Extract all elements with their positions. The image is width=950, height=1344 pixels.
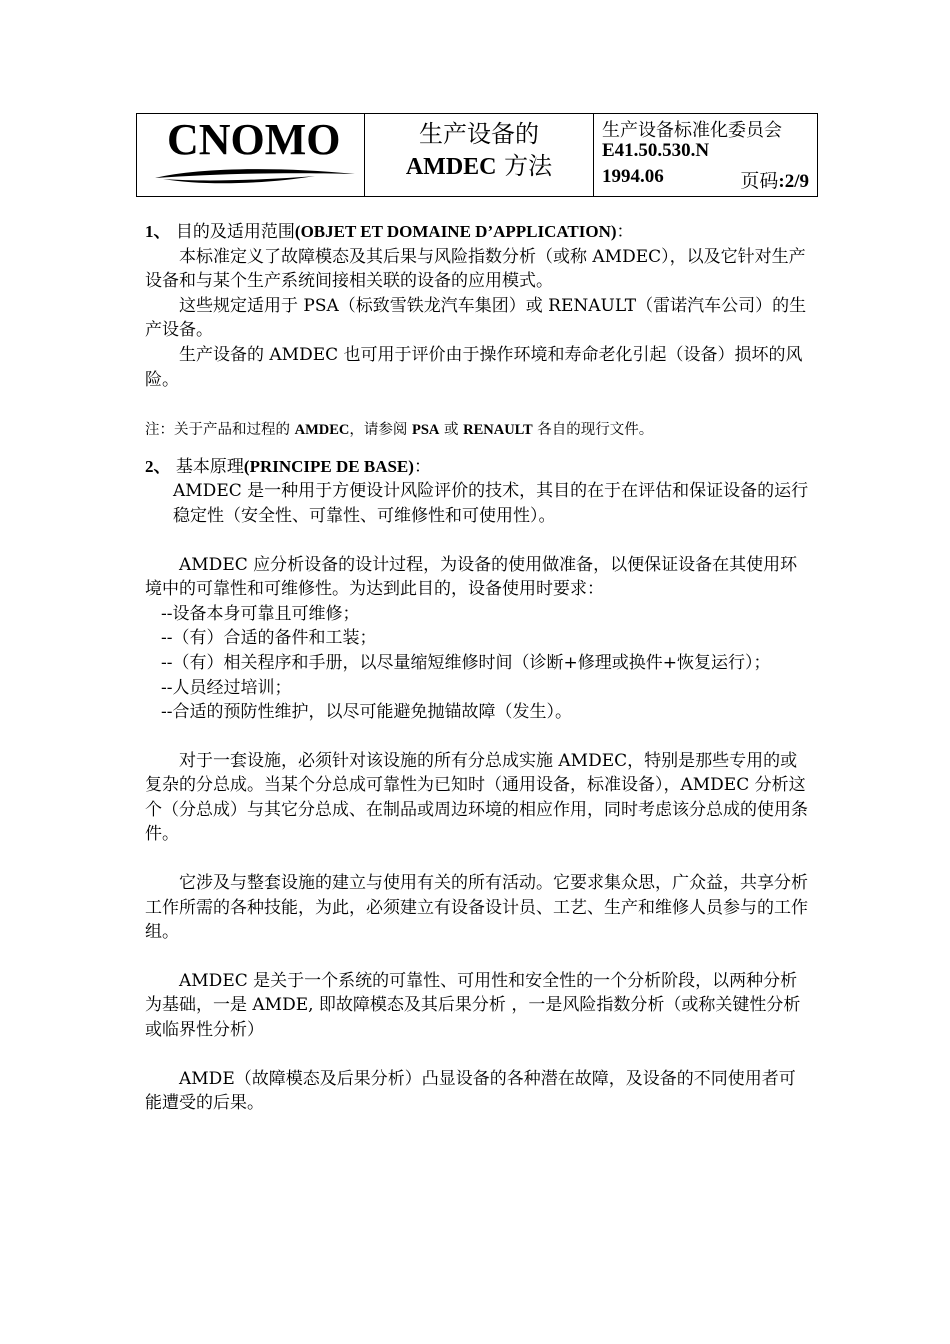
logo-swoosh-icon <box>155 164 355 186</box>
doc-title-line1: 生产设备的 <box>419 120 539 148</box>
section2-heading: 2、 基本原理(PRINCIPE DE BASE)： <box>145 456 431 477</box>
list-item: --（有）合适的备件和工装； <box>161 628 377 649</box>
doc-date: 1994.06 <box>602 166 664 187</box>
cnomo-logo-text: CNOMO <box>167 115 341 164</box>
committee-name: 生产设备标准化委员会 <box>602 120 782 141</box>
list-item: --（有）相关程序和手册，以尽量缩短维修时间（诊断+修理或换件+恢复运行）； <box>161 652 771 673</box>
list-item: --合适的预防性维护，以尽可能避免抛锚故障（发生）。 <box>161 702 572 723</box>
section1-heading: 1、 目的及适用范围(OBJET ET DOMAINE D’APPLICATION)： <box>145 222 634 242</box>
section1-note: 注：关于产品和过程的 AMDEC，请参阅 PSA 或 RENAULT 各自的现行文件。 <box>145 422 654 439</box>
section1-paragraph-3: 生产设备的 AMDEC 也可用于评价由于操作环境和寿命老化引起（设备）损坏的风险。 <box>145 344 803 390</box>
list-item: --设备本身可靠且可维修； <box>161 603 360 624</box>
section2-paragraph-1: AMDEC 是一种用于方便设计风险评价的技术，其目的在于在评估和保证设备的运行稳定性（安全性、可靠性、可维修性和可使用性）。 <box>173 481 809 526</box>
list-item: --人员经过培训； <box>161 677 292 698</box>
doc-number: E41.50.530.N <box>602 140 710 161</box>
info-cell <box>594 114 817 196</box>
doc-title-line2: AMDEC 方法 <box>405 152 553 180</box>
section2-paragraph-4: 它涉及与整套设施的建立与使用有关的所有活动。它要求集众思，广众益，共享分析工作所需的各种技能，为此，必须建立有设备设计员、工艺、生产和维修人员参与的工作组。 <box>145 873 808 943</box>
section2-paragraph-5: AMDEC 是关于一个系统的可靠性、可用性和安全性的一个分析阶段，以两种分析为基础，一是 AMDE, 即故障模态及其后果分析 ，一是风险指数分析（或称关键性分析或临界性分析） <box>145 970 801 1041</box>
section2-paragraph-2: AMDEC 应分析设备的设计过程，为设备的使用做准备，以便保证设备在其使用环境中的可靠性和可维修性。为达到此目的，设备使用时要求： <box>145 554 798 600</box>
page-number: 页码:2/9 <box>740 170 809 192</box>
title-cell <box>365 114 594 196</box>
section2-paragraph-6: AMDE（故障模态及后果分析）凸显设备的各种潜在故障，及设备的不同使用者可能遭受的后果。 <box>145 1068 796 1114</box>
section1-paragraph-1: 本标准定义了故障模态及其后果与风险指数分析（或称 AMDEC），以及它针对生产设备和与某个生产系统间接相关联的设备的应用模式。 <box>145 246 806 292</box>
section2-paragraph-3: 对于一套设施，必须针对该设施的所有分总成实施 AMDEC，特别是那些专用的或复杂的分总成。当某个分总成可靠性为已知时（通用设备，标准设备），AMDEC 分析这个（分总成）与其它分总成、在制品或周边环境的相应作用，同时考虑该分总成的使用条件。 <box>145 750 808 845</box>
document-header-table <box>136 113 818 197</box>
logo-cell <box>137 114 365 196</box>
document-body <box>145 220 810 1116</box>
section1-paragraph-2: 这些规定适用于 PSA（标致雪铁龙汽车集团）或 RENAULT（雷诺汽车公司）的生产设备。 <box>145 295 807 341</box>
